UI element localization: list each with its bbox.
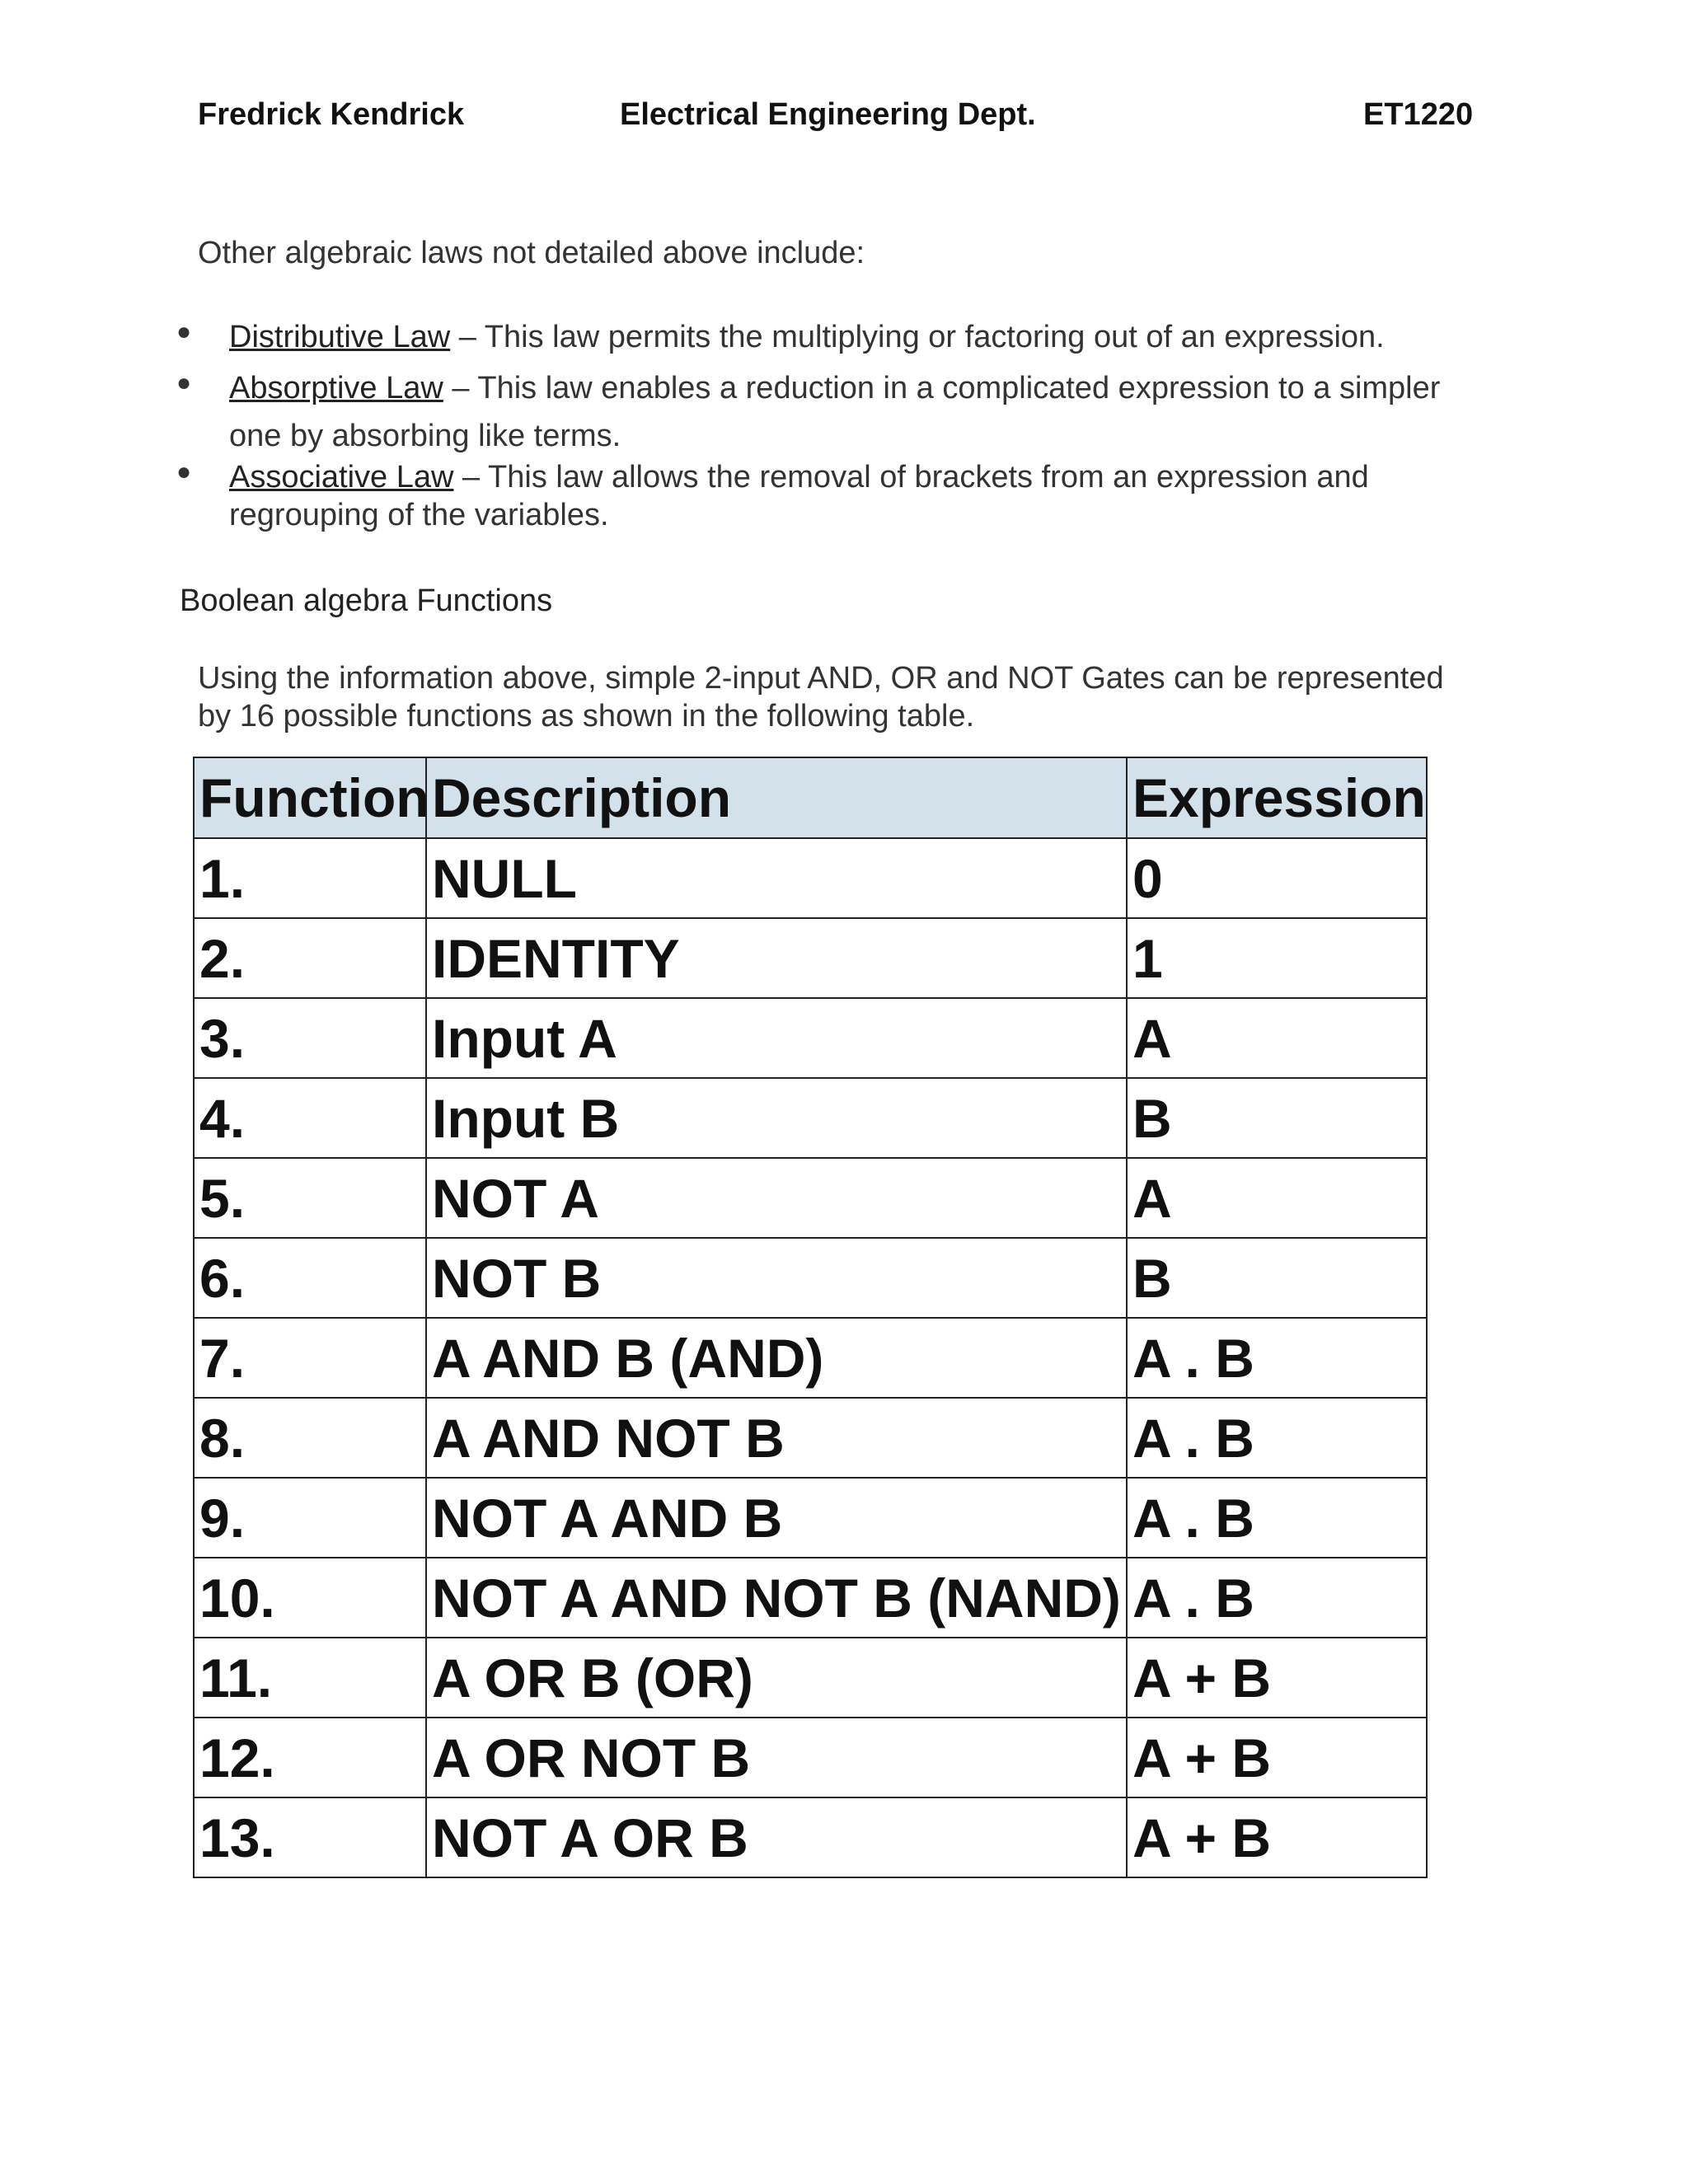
functions-table <box>193 757 1428 1878</box>
header-author: Fredrick Kendrick <box>198 97 465 132</box>
column-header-expression: Expression <box>1127 757 1427 838</box>
table-row <box>194 918 1427 998</box>
expression-cell: A . B <box>1127 1398 1427 1478</box>
function-number-cell: 10. <box>194 1558 426 1638</box>
description-cell: NULL <box>426 838 1127 918</box>
table-body <box>194 838 1427 1877</box>
table-row <box>194 1158 1427 1238</box>
table-row <box>194 1398 1427 1478</box>
header-course: ET1220 <box>1363 97 1474 132</box>
function-number-cell: 1. <box>194 838 426 918</box>
column-header-function: Function <box>194 757 426 838</box>
description-cell: NOT A AND B <box>426 1478 1127 1558</box>
table-row <box>194 838 1427 918</box>
table-row <box>194 1478 1427 1558</box>
expression-cell: A . B <box>1127 1558 1427 1638</box>
law-description: – This law enables a reduction in a complicated expression to a simpler one by absorbing like terms. <box>229 371 1441 453</box>
description-cell: IDENTITY <box>426 918 1127 998</box>
function-number-cell: 6. <box>194 1238 426 1318</box>
expression-cell: B <box>1127 1078 1427 1158</box>
table-row <box>194 1238 1427 1318</box>
law-description: – This law permits the multiplying or factoring out of an expression. <box>450 320 1385 354</box>
laws-intro: Other algebraic laws not detailed above include: <box>198 236 865 270</box>
function-number-cell: 7. <box>194 1318 426 1398</box>
description-cell: A OR NOT B <box>426 1718 1127 1797</box>
description-cell: A OR B (OR) <box>426 1638 1127 1718</box>
expression-cell: A + B <box>1127 1797 1427 1877</box>
table-row <box>194 1638 1427 1718</box>
expression-cell: A <box>1127 998 1427 1078</box>
table-row <box>194 1318 1427 1398</box>
function-number-cell: 4. <box>194 1078 426 1158</box>
description-cell: NOT B <box>426 1238 1127 1318</box>
function-number-cell: 11. <box>194 1638 426 1718</box>
law-term: Associative Law <box>229 460 454 494</box>
expression-cell: A + B <box>1127 1718 1427 1797</box>
expression-cell: 0 <box>1127 838 1427 918</box>
function-number-cell: 2. <box>194 918 426 998</box>
bullet-icon: ● <box>176 318 192 345</box>
table-intro: Using the information above, simple 2-input AND, OR and NOT Gates can be represented by 16 possible functions as shown in the following table. <box>198 661 1444 733</box>
law-description: – This law allows the removal of brackets from an expression and regrouping of the variables. <box>229 460 1369 532</box>
description-cell: NOT A AND NOT B (NAND) <box>426 1558 1127 1638</box>
table-header-row <box>194 757 1427 838</box>
law-term: Distributive Law <box>229 320 451 354</box>
function-number-cell: 9. <box>194 1478 426 1558</box>
description-cell: Input A <box>426 998 1127 1078</box>
description-cell: Input B <box>426 1078 1127 1158</box>
expression-cell: A + B <box>1127 1638 1427 1718</box>
function-number-cell: 13. <box>194 1797 426 1877</box>
description-cell: NOT A OR B <box>426 1797 1127 1877</box>
function-number-cell: 3. <box>194 998 426 1078</box>
table-row <box>194 1718 1427 1797</box>
function-number-cell: 8. <box>194 1398 426 1478</box>
table-row <box>194 1558 1427 1638</box>
section-title: Boolean algebra Functions <box>180 583 553 618</box>
function-number-cell: 12. <box>194 1718 426 1797</box>
bullet-icon: ● <box>176 458 192 485</box>
description-cell: A AND NOT B <box>426 1398 1127 1478</box>
expression-cell: 1 <box>1127 918 1427 998</box>
table-row <box>194 1797 1427 1877</box>
description-cell: A AND B (AND) <box>426 1318 1127 1398</box>
law-term: Absorptive Law <box>229 371 443 405</box>
expression-cell: A <box>1127 1158 1427 1238</box>
table-row <box>194 1078 1427 1158</box>
header-department: Electrical Engineering Dept. <box>620 97 1036 132</box>
bullet-icon: ● <box>176 369 192 396</box>
expression-cell: B <box>1127 1238 1427 1318</box>
function-number-cell: 5. <box>194 1158 426 1238</box>
expression-cell: A . B <box>1127 1478 1427 1558</box>
column-header-description: Description <box>426 757 1127 838</box>
table-row <box>194 998 1427 1078</box>
expression-cell: A . B <box>1127 1318 1427 1398</box>
description-cell: NOT A <box>426 1158 1127 1238</box>
